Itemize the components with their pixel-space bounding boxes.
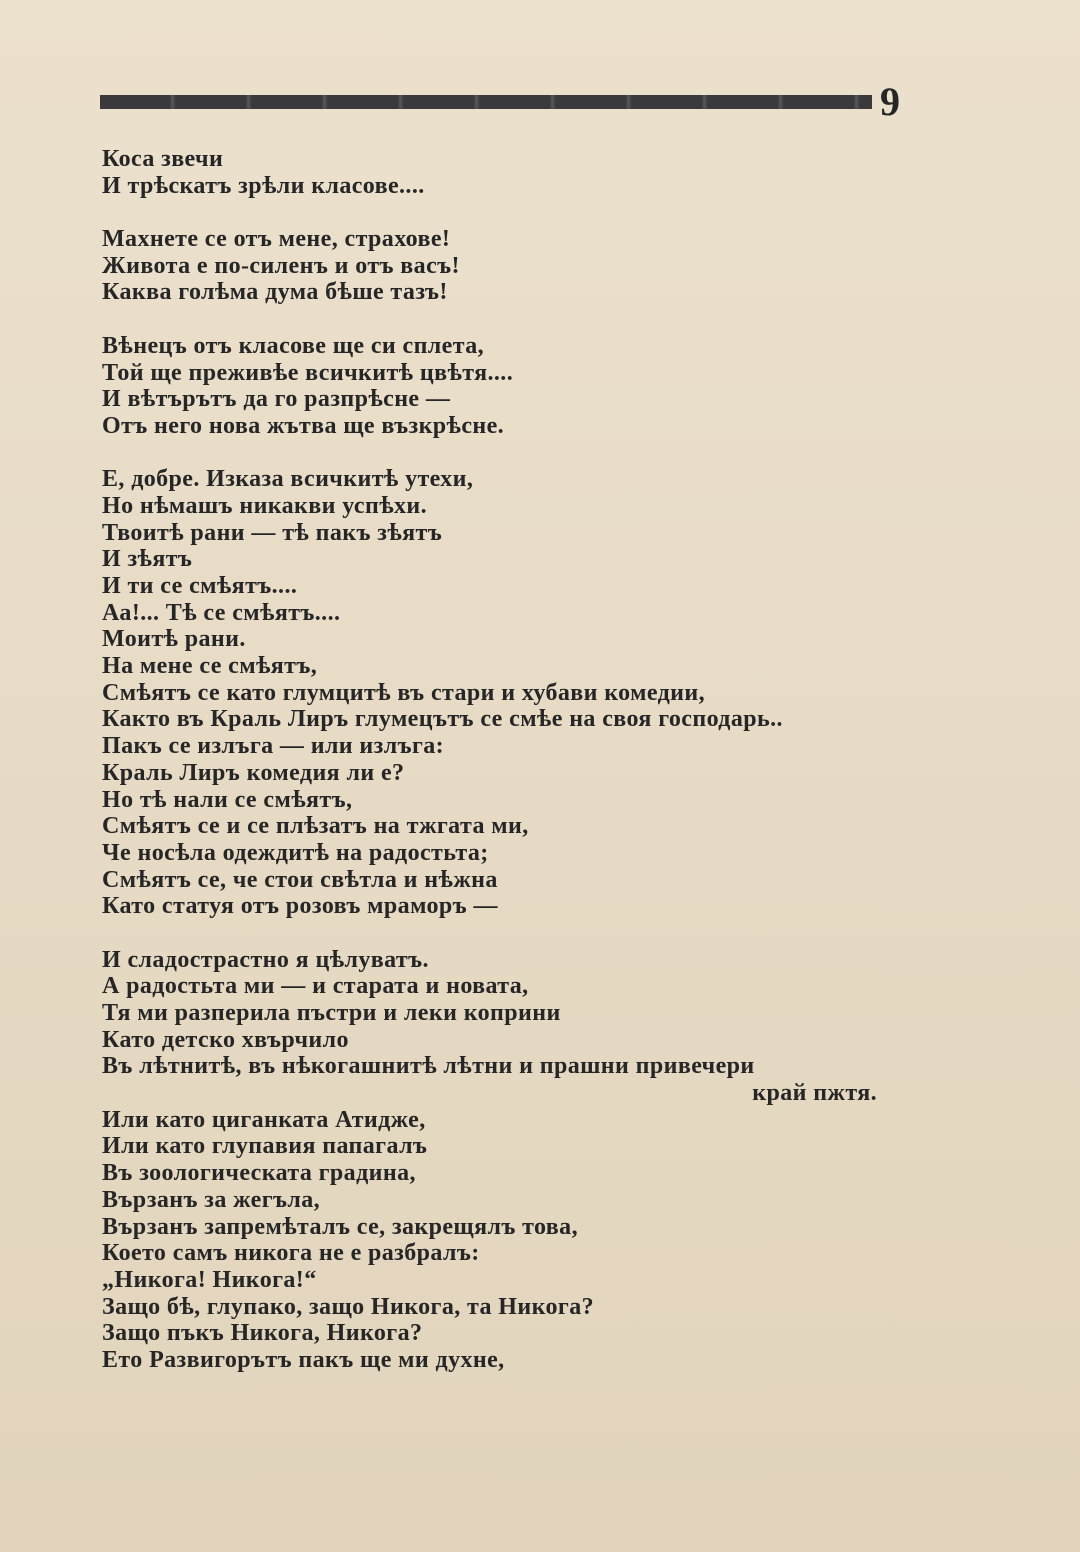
poem-line: Но тѣ нали се смѣятъ, bbox=[102, 786, 353, 813]
poem-line: Но нѣмашъ никакви успѣхи. bbox=[102, 492, 428, 519]
poem-line: Като детско хвърчило bbox=[102, 1026, 349, 1053]
poem-line: Че носѣла одеждитѣ на радостьта; bbox=[102, 839, 489, 866]
poem-line: край пжтя. bbox=[752, 1080, 877, 1107]
poem-line: Коса звечи bbox=[102, 146, 224, 172]
poem-line: Въ лѣтнитѣ, въ нѣкогашнитѣ лѣтни и прашни привечери bbox=[102, 1053, 755, 1080]
poem-line: А радостьта ми — и старата и новата, bbox=[102, 973, 529, 1000]
poem-line: Твоитѣ рани — тѣ пакъ зѣятъ bbox=[102, 519, 443, 546]
poem-text bbox=[102, 146, 877, 1374]
stanza-break bbox=[102, 199, 877, 226]
poem-line: Въ зоологическата градина, bbox=[102, 1160, 416, 1187]
poem-line: Смѣятъ се и се плѣзатъ на тжгата ми, bbox=[102, 813, 529, 840]
stanza-break bbox=[102, 306, 877, 333]
poem-line: Вѣнецъ отъ класове ще си сплета, bbox=[102, 332, 485, 359]
poem-line: Тя ми разперила пъстри и леки коприни bbox=[102, 1000, 561, 1026]
page-number: 9 bbox=[880, 79, 900, 124]
poem-line: Каква голѣма дума бѣше тазъ! bbox=[102, 279, 448, 306]
poem-line: Живота е по-силенъ и отъ васъ! bbox=[102, 252, 460, 279]
poem-line: И зѣятъ bbox=[102, 546, 193, 573]
header-rule bbox=[100, 95, 872, 109]
poem-line: Махнете се отъ мене, страхове! bbox=[102, 226, 451, 253]
poem-line: Той ще преживѣе всичкитѣ цвѣтя.... bbox=[102, 359, 514, 386]
poem-line: Смѣятъ се, че стои свѣтла и нѣжна bbox=[102, 866, 498, 893]
poem-line: Аа!... Тѣ се смѣятъ.... bbox=[102, 599, 341, 626]
poem-line: Вързанъ за жегъла, bbox=[102, 1186, 321, 1213]
stanza-break bbox=[102, 920, 877, 947]
poem-line: Защо пъкъ Никога, Никога? bbox=[102, 1320, 423, 1347]
poem-line: Или като глупавия папагалъ bbox=[102, 1133, 428, 1160]
poem-line: На мене се смѣятъ, bbox=[102, 653, 318, 680]
poem-line: Отъ него нова жътва ще възкрѣсне. bbox=[102, 412, 505, 439]
poem-line: Като статуя отъ розовъ мраморъ — bbox=[102, 893, 498, 920]
poem-line: Моитѣ рани. bbox=[102, 626, 246, 653]
poem-line: Вързанъ запремѣталъ се, закрещялъ това, bbox=[102, 1213, 578, 1240]
poem-line: Защо бѣ, глупако, защо Никога, та Никога? bbox=[102, 1293, 595, 1320]
poem-line: Пакъ се излъга — или излъга: bbox=[102, 733, 445, 760]
poem-line: „Никога! Никога!“ bbox=[102, 1266, 317, 1293]
poem-line: И вѣтърътъ да го разпрѣсне — bbox=[102, 386, 451, 413]
poem-line: Което самъ никога не е разбралъ: bbox=[102, 1240, 480, 1267]
poem-line: Както въ Краль Лиръ глумецътъ се смѣе на своя господарь.. bbox=[102, 706, 783, 733]
poem-line: Или като циганката Атидже, bbox=[102, 1106, 426, 1133]
poem-line: Краль Лиръ комедия ли е? bbox=[102, 759, 405, 786]
poem-line: Е, добре. Изказа всичкитѣ утехи, bbox=[102, 466, 474, 493]
poem-line: Смѣятъ се като глумцитѣ въ стари и хубави комедии, bbox=[102, 679, 705, 706]
poem-line: Ето Развигорътъ пакъ ще ми духне, bbox=[102, 1346, 505, 1373]
poem-line: И сладострастно я цѣлуватъ. bbox=[102, 946, 429, 973]
stanza-break bbox=[102, 440, 877, 467]
poem-line: И ти се смѣятъ.... bbox=[102, 573, 298, 599]
poem-line: И трѣскатъ зрѣли класове.... bbox=[102, 172, 425, 199]
